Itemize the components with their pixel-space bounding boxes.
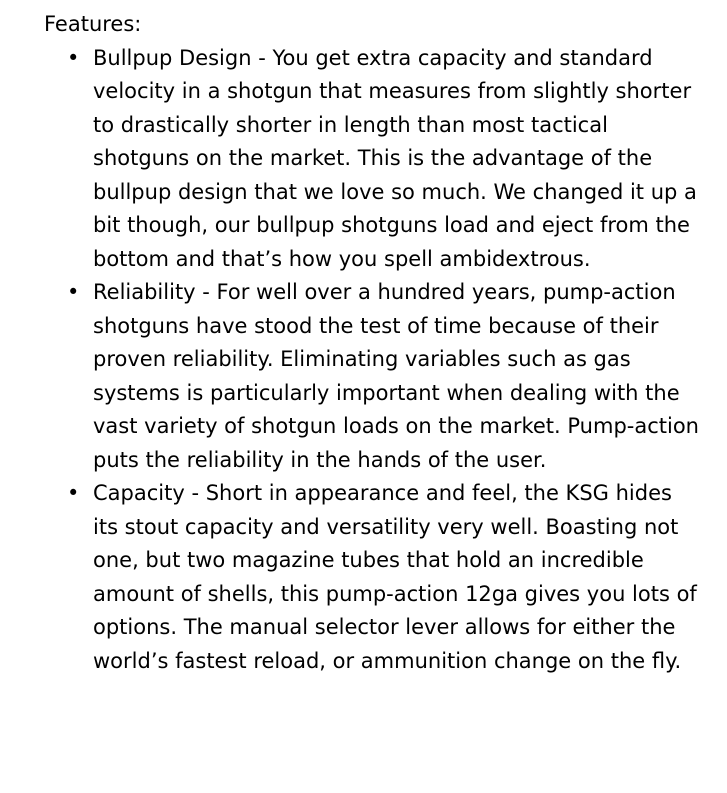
bullet-icon: • xyxy=(67,45,80,70)
bullet-icon: • xyxy=(67,280,80,304)
feature-text-reliability: Reliability - For well over a hundred years, pump-action shotguns have stood the test of time because of their proven reliability. Eliminating variables such as gas systems is particularly important when dealing with the vast variety of shotgun loads on the market. Pump-action puts the reliability in the hands of the user. xyxy=(93,280,699,472)
feature-text-capacity: Capacity - Short in appearance and feel, the KSG hides its stout capacity and versatility very well. Boasting not one, but two magazine tubes that hold an incredible amount of shells, this pump-action 12ga gives you lots of options. The manual selector lever allows for either the world’s fastest reload, or ammunition change on the fly. xyxy=(93,481,697,673)
feature-item-capacity xyxy=(67,477,703,678)
feature-item-reliability xyxy=(67,276,703,477)
feature-text-bullpup-design: Bullpup Design - You get extra capacity and standard velocity in a shotgun that measures from slightly shorter to drastically shorter in length than most tactical shotguns on the market. This is the advantage of the bullpup design that we love so much. We changed it up a bit though, our bullpup shotguns load and eject from the bottom and that’s how you spell ambidextrous. xyxy=(93,45,697,271)
feature-item-bullpup-design xyxy=(67,42,703,277)
features-heading: Features: xyxy=(44,12,142,36)
features-list xyxy=(44,42,703,679)
bullet-icon: • xyxy=(67,481,80,505)
